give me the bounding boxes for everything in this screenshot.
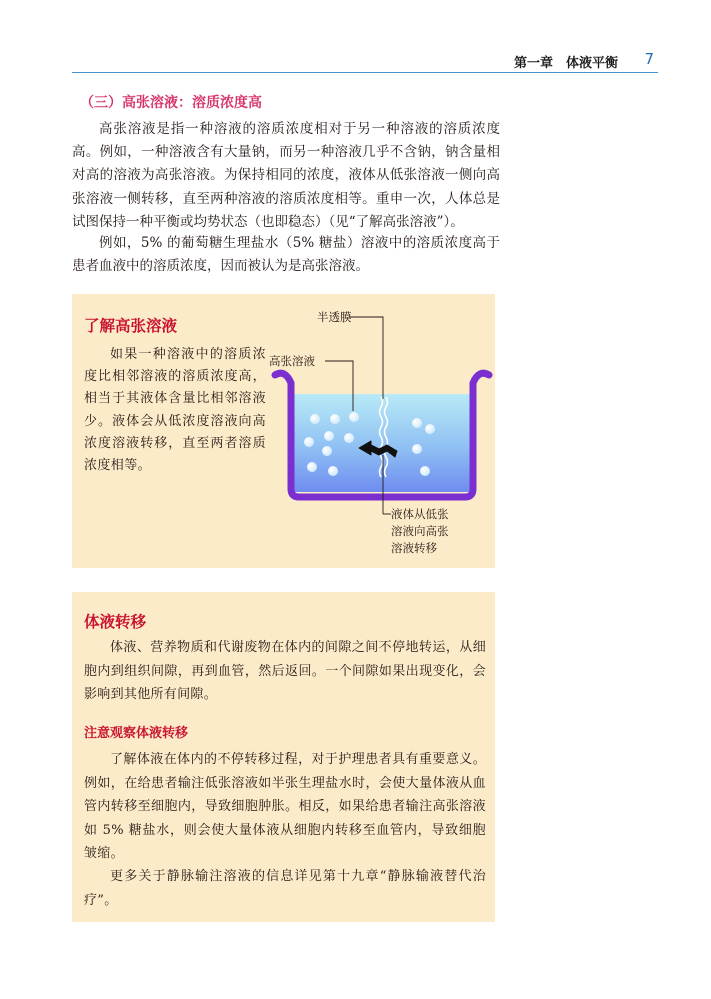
solute-particle bbox=[425, 424, 435, 434]
page-header bbox=[72, 50, 658, 72]
body-paragraph-1: 高张溶液是指一种溶液的溶质浓度相对于另一种溶液的溶质浓度高。例如，一种溶液含有大量钠，而另一种溶液几乎不含钠，钠含量相对高的溶液为高张溶液。为保持相同的浓度，液体从低张溶液一侧向高张溶液一侧转移，直至两种溶液的溶质浓度相等。重申一次，人体总是试图保持一种平衡或均势状态（也即稳态）（见“了解高张溶液”）。 bbox=[72, 121, 500, 230]
solute-particle bbox=[330, 414, 340, 424]
solute-particle bbox=[412, 418, 422, 428]
page-number: 7 bbox=[644, 50, 654, 68]
body-paragraph-2: 例如，5% 的葡萄糖生理盐水（5% 糖盐）溶液中的溶质浓度高于患者血液中的溶质浓度，因而被认为是高张溶液。 bbox=[72, 235, 500, 275]
flow-label-line-1: 液体从低张 bbox=[391, 507, 449, 521]
flow-label-line-2: 溶液向高张 bbox=[391, 524, 449, 538]
solute-particle bbox=[324, 431, 334, 441]
solution-label: 高张溶液 bbox=[269, 354, 315, 368]
solute-particle bbox=[412, 444, 422, 454]
fluid-shift-box bbox=[72, 592, 495, 922]
solute-particle bbox=[349, 412, 359, 422]
membrane-leader bbox=[349, 317, 383, 399]
section-heading: （三）高张溶液：溶质浓度高 bbox=[80, 95, 262, 111]
fluid-shift-reference-text: 更多关于静脉输注溶液的信息详见第十九章“静脉输液替代治疗”。 bbox=[84, 869, 486, 908]
fluid-shift-title: 体液转移 bbox=[84, 613, 147, 631]
solute-particle bbox=[304, 437, 314, 447]
flow-label-line-3: 溶液转移 bbox=[391, 541, 437, 555]
solute-particle bbox=[328, 466, 338, 476]
header-rule bbox=[72, 72, 658, 73]
hypertonic-info-box bbox=[72, 294, 495, 568]
chapter-title: 第一章 体液平衡 bbox=[513, 56, 618, 71]
membrane-label: 半透膜 bbox=[317, 310, 352, 324]
fluid-shift-detail-text: 了解体液在体内的不停转移过程，对于护理患者具有重要意义。例如，在给患者输注低张溶液如半张生理盐水时，会使大量体液从血管内转移至细胞内，导致细胞肿胀。相反，如果给患者输注高张溶液如 5% 糖盐水，则会使大量体液从细胞内转移至血管内，导致细胞皱缩。 bbox=[84, 752, 486, 862]
solute-particle bbox=[420, 466, 430, 476]
hypertonic-box-title: 了解高张溶液 bbox=[84, 317, 178, 335]
osmosis-diagram bbox=[267, 299, 495, 564]
fluid-shift-subheading: 注意观察体液转移 bbox=[84, 726, 189, 741]
fluid-shift-text: 体液、营养物质和代谢废物在体内的间隙之间不停地转运，从细胞内到组织间隙，再到血管，然后返回。一个间隙如果出现变化，会影响到其他所有间隙。 bbox=[84, 640, 486, 703]
solute-particle bbox=[322, 446, 332, 456]
solute-particle bbox=[307, 462, 317, 472]
solute-particle bbox=[344, 433, 354, 443]
hypertonic-box-text: 如果一种溶液中的溶质浓度比相邻溶液的溶质浓度高，相当于其液体含量比相邻溶液少。液体会从低浓度溶液向高浓度溶液转移，直至两者溶质浓度相等。 bbox=[84, 347, 266, 474]
solute-particle bbox=[310, 414, 320, 424]
